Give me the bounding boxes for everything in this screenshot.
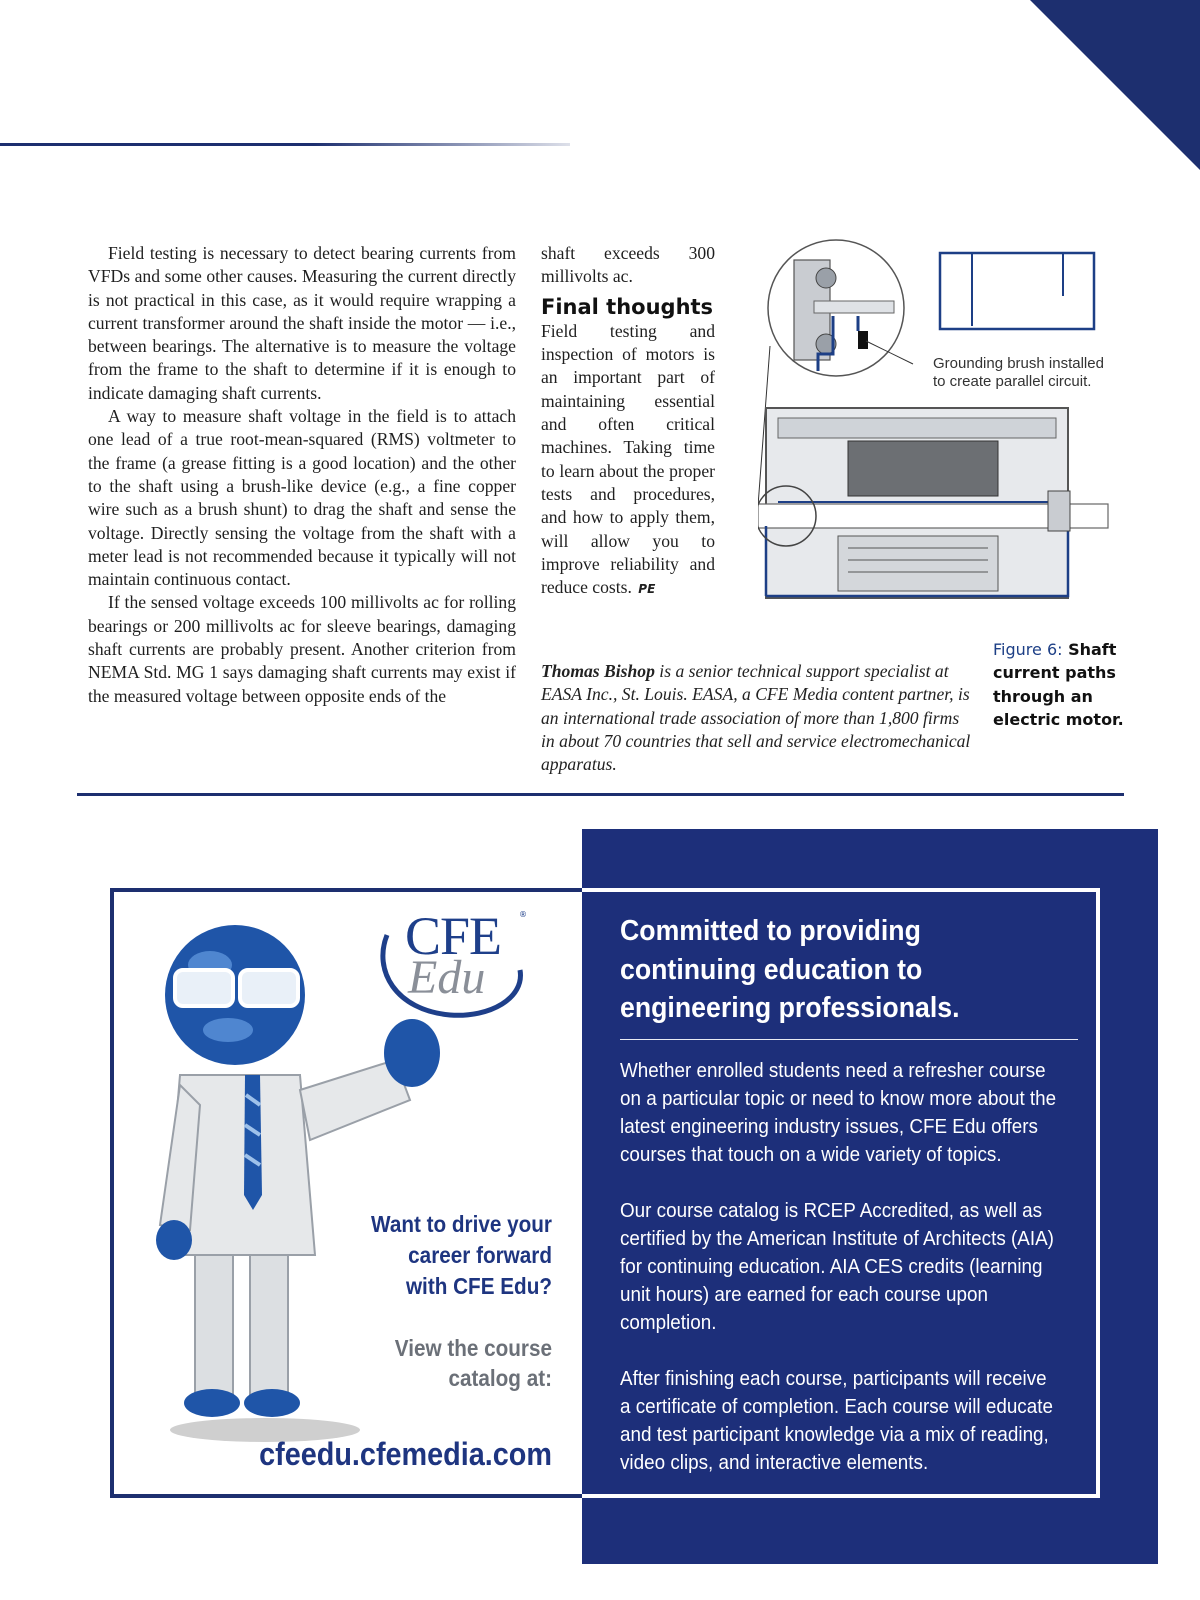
- registered-mark: ®: [519, 910, 527, 919]
- ad-paragraph: Our course catalog is RCEP Accredited, as well as certified by the American Institute of Architects (AIA) for continuing education. AIA CES credits (learning unit hours) are earned for each course upon completion.: [620, 1199, 1054, 1334]
- final-thoughts-text: Field testing and inspection of motors is an important part of maintaining essential and often critical machines. Taking time to learn about the proper tests and procedures, and how to apply them, will allow you to improve reliability and reduce costs.: [541, 320, 715, 598]
- ad-question: [352, 1209, 552, 1302]
- ad-body: [620, 1057, 1062, 1505]
- article-paragraph: A way to measure shaft voltage in the field is to attach one lead of a true root-mean-squared (RMS) voltmeter to the frame (a grease fitting is a good location) and the other to the shaft using a brush-like device (e.g., a fine copper wire such as a brush shunt) to drag the shaft and sense the voltage. Directly sensing the voltage from the shaft with a meter lead is not recommended because it typically will not maintain continuous contact.: [88, 406, 516, 590]
- ad-question-line: with CFE Edu?: [405, 1273, 552, 1299]
- figure-caption: [993, 638, 1143, 731]
- callout-line-2: to create parallel circuit.: [933, 373, 1092, 390]
- callout-line-1: Grounding brush installed: [933, 355, 1104, 372]
- corner-triangle-decoration: [1030, 0, 1200, 170]
- author-name: Thomas Bishop: [541, 661, 655, 681]
- motor-shaft-current-figure: [758, 236, 1128, 612]
- ad-question-line: career forward: [408, 1242, 552, 1268]
- mascot-glasses: [175, 970, 233, 1006]
- circuit-schematic: [940, 253, 1094, 329]
- author-bio: [541, 660, 971, 776]
- ad-paragraph: After finishing each course, participants will receive a certificate of completion. Each course will educate and test participant knowledge via a mix of reading, video clips, and interactive elements.: [620, 1367, 1053, 1474]
- figure-caption-text: Shaft current paths through an electric motor.: [993, 640, 1124, 729]
- logo-cfe: CFE: [405, 906, 502, 966]
- mascot-hand: [384, 1019, 440, 1087]
- ad-view-line: catalog at:: [448, 1365, 552, 1391]
- ad-paragraph: Whether enrolled students need a refresher course on a particular topic or need to know more about the latest engineering industry issues, CFE Edu offers courses that touch on a wide variety of topics.: [620, 1059, 1057, 1166]
- motor-windings: [848, 441, 998, 496]
- section-heading: Final thoughts: [541, 294, 714, 319]
- figure-number: Figure 6:: [993, 640, 1063, 659]
- article-column-2: [541, 242, 715, 599]
- logo-edu: Edu: [408, 951, 486, 1004]
- article-bottom-rule: [77, 793, 1124, 796]
- author-bio-text: is a senior technical support specialist at EASA Inc., St. Louis. EASA, a CFE Media content partner, is an international trade association of more than 1,800 firms in about 70 countries that sell and service electromechanical apparatus.: [541, 661, 971, 775]
- ad-question-line: Want to drive your: [371, 1211, 552, 1237]
- article-paragraph: [541, 320, 715, 600]
- pe-end-mark: PE: [638, 582, 656, 597]
- ad-view-line: View the course: [394, 1335, 552, 1361]
- article-paragraph: If the sensed voltage exceeds 100 millivolts ac for rolling bearings or 200 millivolts ac for sleeve bearings, damaging shaft currents are probably present. Another criterion from NEMA Std. MG 1 says damaging shaft currents may exist if the measured voltage between opposite ends of the: [88, 592, 516, 706]
- ad-view-catalog: [352, 1333, 552, 1393]
- article-paragraph: Field testing is necessary to detect bearing currents from VFDs and some other causes. Measuring the current directly is not practical in this case, as it would require wrapping a current transformer around the shaft inside the motor — i.e., between bearings. The alternative is to measure the voltage from the frame to the shaft to determine if it is enough to indicate damaging shaft currents.: [88, 243, 516, 403]
- ad-url-link[interactable]: cfeedu.cfemedia.com: [259, 1436, 552, 1472]
- article-paragraph: shaft exceeds 300 millivolts ac.: [541, 243, 715, 287]
- ad-headline: Committed to providing continuing education to engineering professionals.: [620, 915, 960, 1024]
- top-rule: [0, 143, 570, 146]
- ad-divider: [620, 1039, 1078, 1040]
- article-column-1: [88, 242, 516, 708]
